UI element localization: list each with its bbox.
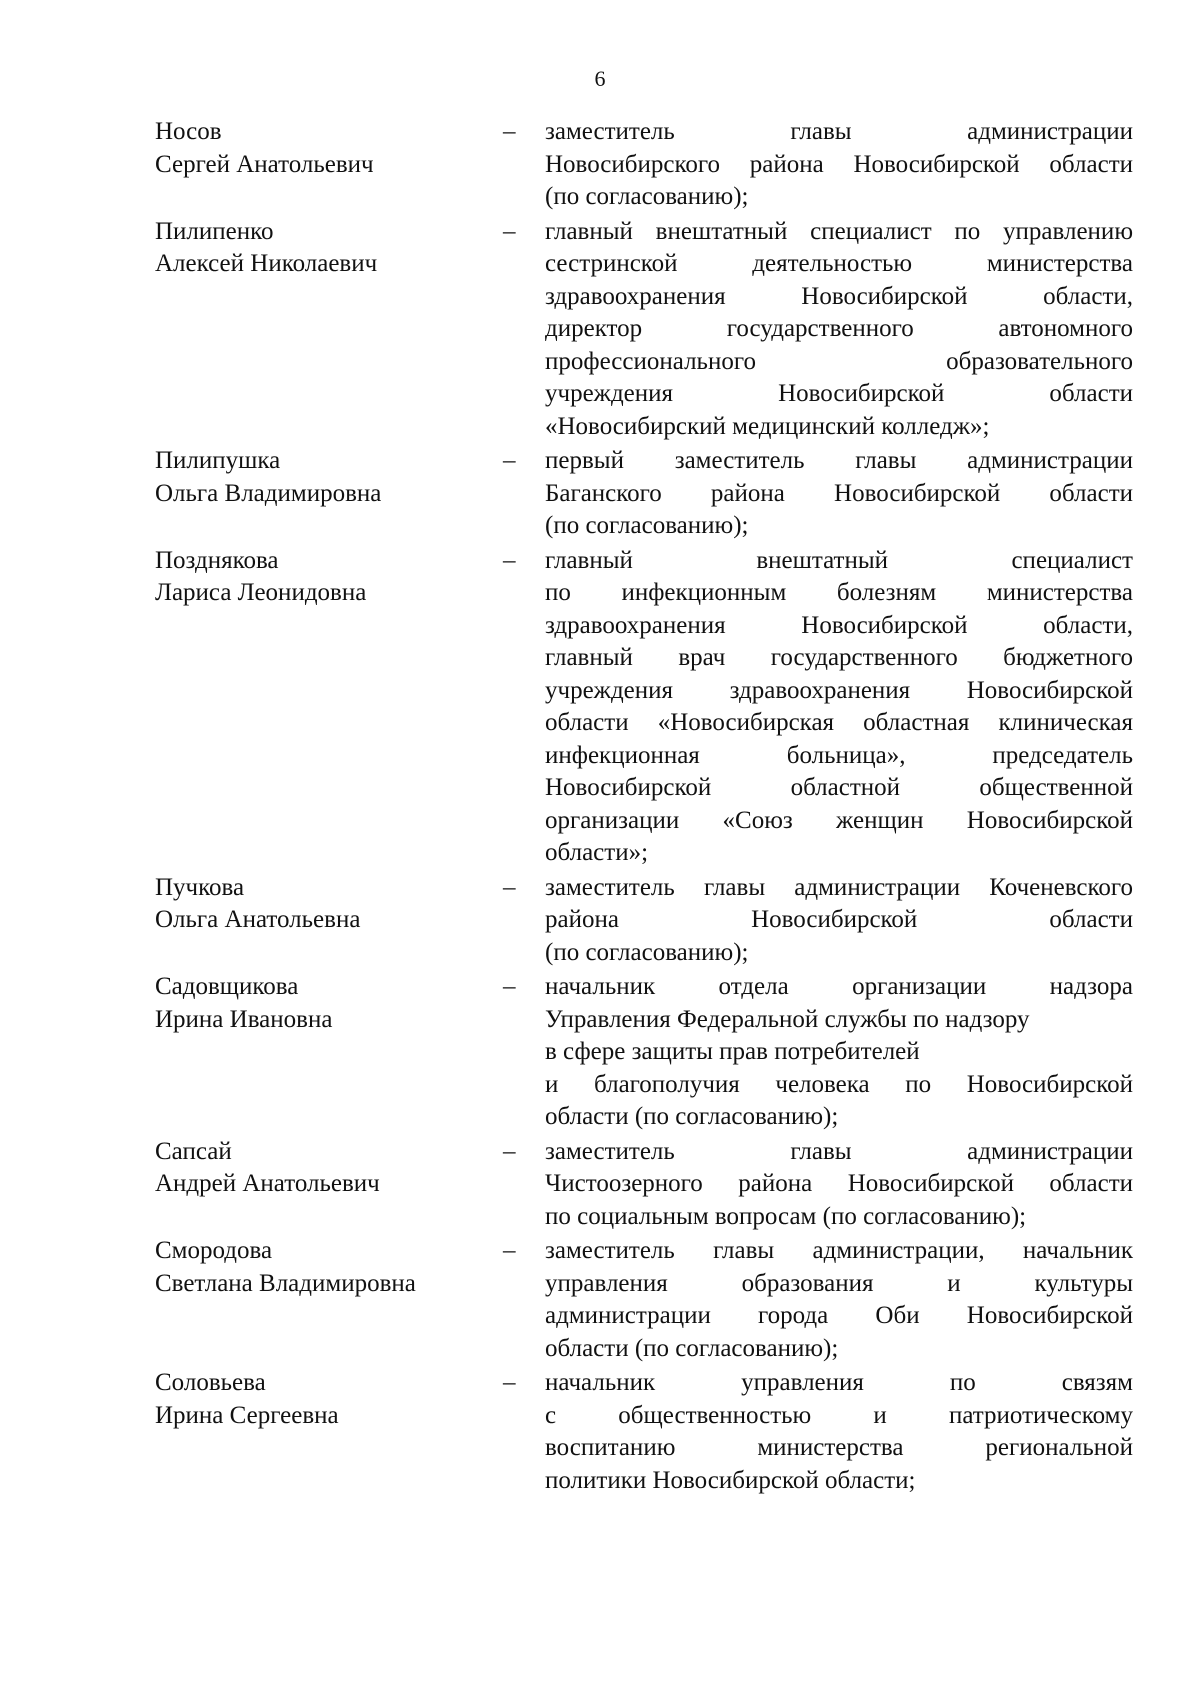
position-line: главный внештатный специалист — [545, 546, 1133, 574]
member-position — [545, 971, 1133, 1134]
member-entry — [0, 545, 1200, 870]
member-given-names: Ольга Анатольевна — [155, 906, 361, 933]
position-line: (по согласованию); — [545, 512, 749, 539]
page-number: 6 — [594, 66, 606, 91]
position-line: воспитанию министерства региональной — [545, 1434, 1133, 1461]
member-position — [545, 116, 1133, 214]
position-line: (по согласованию); — [545, 183, 749, 210]
member-given-names: Светлана Владимировна — [155, 1269, 416, 1297]
member-position — [545, 1136, 1133, 1234]
position-line: профессионального образовательного — [545, 347, 1133, 375]
position-line: политики Новосибирской области; — [545, 1466, 916, 1494]
position-line: здравоохранения Новосибирской области, — [545, 611, 1133, 639]
position-line: инфекционная больница», председатель — [545, 741, 1133, 769]
position-line: (по согласованию); — [545, 938, 749, 966]
position-line: области (по согласованию); — [545, 1334, 839, 1362]
dash-separator: – — [503, 447, 516, 474]
member-given-names: Алексей Николаевич — [155, 250, 378, 277]
position-line: заместитель главы администрации — [545, 118, 1133, 145]
position-line: здравоохранения Новосибирской области, — [545, 282, 1133, 310]
member-surname: Сапсай — [155, 1137, 232, 1165]
position-line: заместитель главы администрации Коченевского — [545, 873, 1133, 901]
member-entry — [0, 1367, 1200, 1497]
position-line: заместитель главы администрации — [545, 1137, 1133, 1165]
dash-separator: – — [503, 873, 516, 901]
position-line: Новосибирского района Новосибирской области — [545, 150, 1133, 178]
position-line: района Новосибирской области — [545, 906, 1133, 933]
member-given-names: Андрей Анатольевич — [155, 1170, 380, 1197]
dash-separator: – — [503, 973, 516, 1000]
member-surname: Садовщикова — [155, 973, 299, 1000]
position-line: области «Новосибирская областная клиническая — [545, 709, 1133, 736]
position-line: сестринской деятельностью министерства — [545, 250, 1133, 277]
dash-separator: – — [503, 546, 516, 574]
position-line: администрации города Оби Новосибирской — [545, 1302, 1133, 1329]
position-line: управления образования и культуры — [545, 1269, 1133, 1297]
position-line: главный врач государственного бюджетного — [545, 644, 1133, 671]
member-entry — [0, 872, 1200, 970]
member-name — [155, 1136, 485, 1201]
dash-separator: – — [503, 1137, 516, 1165]
position-line: заместитель главы администрации, начальник — [545, 1237, 1133, 1264]
position-line: Новосибирской областной общественной — [545, 774, 1133, 801]
member-entry — [0, 1235, 1200, 1365]
member-name — [155, 445, 485, 510]
member-entry — [0, 216, 1200, 444]
position-line: начальник отдела организации надзора — [545, 973, 1133, 1000]
member-position — [545, 1367, 1133, 1497]
member-position — [545, 445, 1133, 543]
member-entry — [0, 971, 1200, 1134]
position-line: «Новосибирский медицинский колледж»; — [545, 412, 990, 440]
position-line: Баганского района Новосибирской области — [545, 479, 1133, 507]
position-line: начальник управления по связям — [545, 1369, 1133, 1396]
position-line: первый заместитель главы администрации — [545, 447, 1133, 474]
member-name — [155, 545, 485, 610]
member-surname: Носов — [155, 118, 222, 145]
member-name — [155, 116, 485, 181]
member-given-names: Сергей Анатольевич — [155, 150, 374, 178]
position-line: учреждения Новосибирской области — [545, 380, 1133, 407]
member-given-names: Лариса Леонидовна — [155, 579, 367, 606]
member-name — [155, 216, 485, 281]
member-entry — [0, 445, 1200, 543]
member-entry — [0, 116, 1200, 214]
member-position — [545, 545, 1133, 870]
member-name — [155, 971, 485, 1036]
position-line: по инфекционным болезням министерства — [545, 579, 1133, 606]
member-position — [545, 872, 1133, 970]
position-line: учреждения здравоохранения Новосибирской — [545, 676, 1133, 704]
dash-separator: – — [503, 1369, 516, 1396]
member-position — [545, 216, 1133, 444]
member-entry — [0, 1136, 1200, 1234]
dash-separator: – — [503, 217, 516, 245]
position-line: с общественностью и патриотическому — [545, 1401, 1133, 1429]
member-name — [155, 1367, 485, 1432]
position-line: в сфере защиты прав потребителей — [545, 1038, 920, 1065]
position-line: организации «Союз женщин Новосибирской — [545, 806, 1133, 834]
member-list — [0, 116, 1200, 1499]
dash-separator: – — [503, 118, 516, 145]
member-name — [155, 1235, 485, 1300]
position-line: главный внештатный специалист по управлению — [545, 217, 1133, 245]
member-surname: Позднякова — [155, 546, 279, 574]
position-line: Управления Федеральной службы по надзору — [545, 1005, 1030, 1033]
member-given-names: Ирина Сергеевна — [155, 1401, 339, 1429]
member-name — [155, 872, 485, 937]
member-given-names: Ольга Владимировна — [155, 479, 382, 507]
member-position — [545, 1235, 1133, 1365]
position-line: области (по согласованию); — [545, 1103, 839, 1130]
member-surname: Пилипенко — [155, 217, 274, 245]
position-line: и благополучия человека по Новосибирской — [545, 1070, 1133, 1098]
position-line: Чистоозерного района Новосибирской области — [545, 1170, 1133, 1197]
member-surname: Соловьева — [155, 1369, 266, 1396]
member-surname: Смородова — [155, 1237, 273, 1264]
member-surname: Пилипушка — [155, 447, 281, 474]
position-line: области»; — [545, 839, 649, 866]
member-surname: Пучкова — [155, 873, 245, 901]
dash-separator: – — [503, 1237, 516, 1264]
member-given-names: Ирина Ивановна — [155, 1005, 333, 1033]
position-line: директор государственного автономного — [545, 315, 1133, 342]
position-line: по социальным вопросам (по согласованию); — [545, 1202, 1027, 1230]
